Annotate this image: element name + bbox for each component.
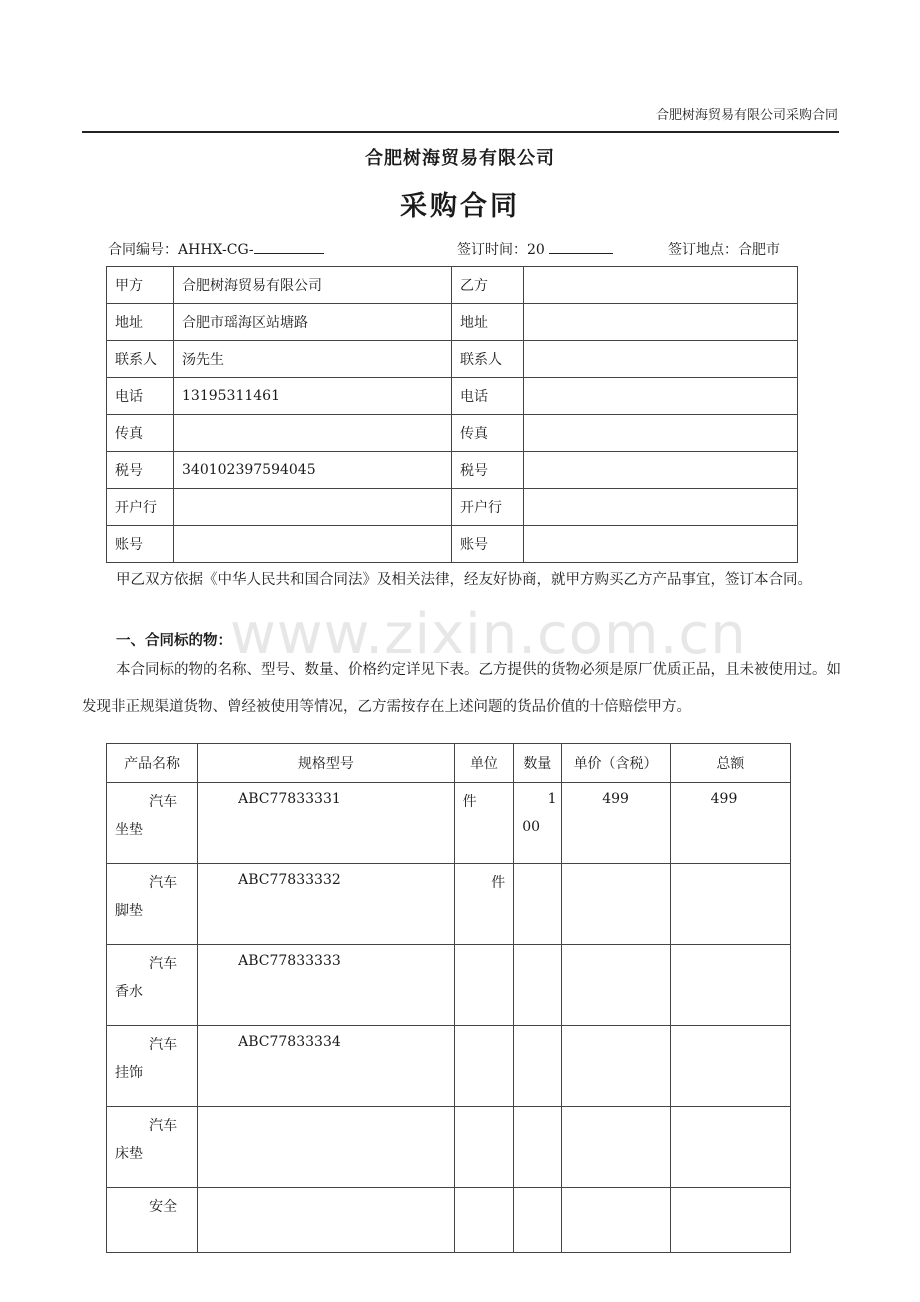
product-unit-cell[interactable]: 件 xyxy=(454,864,514,945)
product-row xyxy=(107,783,791,864)
party-a-value[interactable]: 合肥市瑶海区站塘路 xyxy=(174,304,452,341)
party-a-label: 传真 xyxy=(107,415,174,452)
party-a-label: 电话 xyxy=(107,378,174,415)
watermark: www.zixin.com.cn xyxy=(230,602,747,667)
product-name-cell[interactable] xyxy=(107,783,198,864)
product-unit-cell[interactable] xyxy=(454,945,514,1026)
product-name-line2: 床垫 xyxy=(115,1146,143,1162)
party-a-value[interactable]: 340102397594045 xyxy=(174,452,452,489)
sign-time xyxy=(457,239,613,259)
party-b-value[interactable] xyxy=(524,341,798,378)
party-row xyxy=(107,304,798,341)
product-unit-cell[interactable]: 件 xyxy=(454,783,514,864)
product-price-cell[interactable] xyxy=(561,864,670,945)
product-total-cell[interactable] xyxy=(670,1026,790,1107)
quantity-line1 xyxy=(514,1107,560,1143)
product-name-cell[interactable] xyxy=(107,1107,198,1188)
product-model-cell[interactable] xyxy=(198,1107,455,1188)
party-b-label: 税号 xyxy=(452,452,524,489)
product-quantity-cell[interactable] xyxy=(514,1188,561,1253)
quantity-line1 xyxy=(514,1188,560,1224)
party-a-value[interactable]: 汤先生 xyxy=(174,341,452,378)
contract-number xyxy=(108,239,324,259)
party-row xyxy=(107,341,798,378)
product-name-cell[interactable] xyxy=(107,864,198,945)
product-name-line1: 汽车 xyxy=(149,794,178,810)
party-b-label: 开户行 xyxy=(452,489,524,526)
product-total-cell[interactable]: 499 xyxy=(670,783,790,864)
column-header: 规格型号 xyxy=(198,744,455,783)
quantity-line2 xyxy=(514,900,560,928)
party-a-label: 地址 xyxy=(107,304,174,341)
section-1-text: 本合同标的物的名称、型号、数量、价格约定详见下表。乙方提供的货物必须是原厂优质正品，且未被使用过。如发现非正规渠道货物、曾经被使用等情况，乙方需按存在上述问题的货品价值的十倍赔偿甲方。 xyxy=(82,662,841,715)
party-row xyxy=(107,452,798,489)
product-unit-cell[interactable] xyxy=(454,1188,514,1253)
sign-place: 签订地点：合肥市 xyxy=(668,242,780,258)
party-a-label: 开户行 xyxy=(107,489,174,526)
party-b-value[interactable] xyxy=(524,489,798,526)
product-price-cell[interactable] xyxy=(561,945,670,1026)
products-table xyxy=(106,743,791,1253)
product-price-cell[interactable] xyxy=(561,1107,670,1188)
product-row xyxy=(107,864,791,945)
quantity-line1 xyxy=(514,864,560,900)
party-row xyxy=(107,267,798,304)
party-a-label: 账号 xyxy=(107,526,174,563)
contract-number-label: 合同编号：AHHX-CG- xyxy=(108,242,254,258)
product-unit-cell[interactable] xyxy=(454,1107,514,1188)
product-name-line1: 汽车 xyxy=(149,875,178,891)
product-model-cell[interactable] xyxy=(198,1188,455,1253)
product-price-cell[interactable]: 499 xyxy=(561,783,670,864)
product-name-line1: 安全 xyxy=(149,1199,178,1215)
party-b-label: 地址 xyxy=(452,304,524,341)
product-unit-cell[interactable] xyxy=(454,1026,514,1107)
product-row xyxy=(107,945,791,1026)
party-a-value[interactable]: 合肥树海贸易有限公司 xyxy=(174,267,452,304)
products-header-row xyxy=(107,744,791,783)
product-name-line2: 挂饰 xyxy=(115,1065,143,1081)
column-header: 单位 xyxy=(454,744,514,783)
party-a-value[interactable]: 13195311461 xyxy=(174,378,452,415)
party-b-label: 传真 xyxy=(452,415,524,452)
product-model-cell[interactable]: ABC77833332 xyxy=(198,864,455,945)
product-name-line1: 汽车 xyxy=(149,1037,178,1053)
intro-paragraph: 甲乙双方依据《中华人民共和国合同法》及相关法律，经友好协商，就甲方购买乙方产品事宜，签订本合同。 xyxy=(116,572,812,588)
section-1-title: 一、合同标的物： xyxy=(116,632,232,649)
sign-time-label: 签订时间：20 xyxy=(457,242,545,258)
product-quantity-cell[interactable] xyxy=(514,945,561,1026)
sign-time-blank[interactable] xyxy=(549,239,613,254)
quantity-line2 xyxy=(514,1224,560,1252)
product-name-line2: 坐垫 xyxy=(115,822,143,838)
party-b-value[interactable] xyxy=(524,415,798,452)
party-a-label: 税号 xyxy=(107,452,174,489)
party-b-label: 电话 xyxy=(452,378,524,415)
product-total-cell[interactable] xyxy=(670,1107,790,1188)
party-row xyxy=(107,378,798,415)
quantity-line1: 1 xyxy=(547,791,557,807)
party-b-label: 联系人 xyxy=(452,341,524,378)
product-model-cell[interactable]: ABC77833334 xyxy=(198,1026,455,1107)
party-a-label: 甲方 xyxy=(107,267,174,304)
product-price-cell[interactable] xyxy=(561,1026,670,1107)
product-price-cell[interactable] xyxy=(561,1188,670,1253)
quantity-line2 xyxy=(514,1143,560,1171)
party-b-value[interactable] xyxy=(524,452,798,489)
quantity-line2 xyxy=(514,1062,560,1090)
quantity-line2: 00 xyxy=(522,819,541,835)
party-a-label: 联系人 xyxy=(107,341,174,378)
product-name-line2: 香水 xyxy=(115,984,143,1000)
product-name-line2: 脚垫 xyxy=(115,903,143,919)
product-model-cell[interactable]: ABC77833331 xyxy=(198,783,455,864)
party-a-value[interactable] xyxy=(174,489,452,526)
running-header: 合肥树海贸易有限公司采购合同 xyxy=(655,108,838,123)
party-row xyxy=(107,489,798,526)
party-b-label: 乙方 xyxy=(452,267,524,304)
product-row xyxy=(107,1107,791,1188)
product-name-cell[interactable] xyxy=(107,945,198,1026)
parties-table xyxy=(106,266,798,563)
party-a-value[interactable] xyxy=(174,415,452,452)
product-name-cell[interactable] xyxy=(107,1188,198,1253)
header-divider xyxy=(82,131,839,133)
party-row xyxy=(107,526,798,563)
product-quantity-cell[interactable] xyxy=(514,783,561,864)
party-b-value[interactable] xyxy=(524,304,798,341)
product-quantity-cell[interactable] xyxy=(514,1107,561,1188)
product-name-line1: 汽车 xyxy=(149,956,178,972)
quantity-line2 xyxy=(514,981,560,1009)
product-quantity-cell[interactable] xyxy=(514,864,561,945)
party-b-value[interactable] xyxy=(524,267,798,304)
party-row xyxy=(107,415,798,452)
party-b-value[interactable] xyxy=(524,526,798,563)
contract-number-blank[interactable] xyxy=(254,239,324,254)
party-b-label: 账号 xyxy=(452,526,524,563)
product-name-cell[interactable] xyxy=(107,1026,198,1107)
party-a-value[interactable] xyxy=(174,526,452,563)
column-header: 总额 xyxy=(670,744,790,783)
column-header: 数量 xyxy=(514,744,561,783)
product-row xyxy=(107,1188,791,1253)
product-row xyxy=(107,1026,791,1107)
column-header: 单价（含税） xyxy=(561,744,670,783)
product-model-cell[interactable]: ABC77833333 xyxy=(198,945,455,1026)
product-name-line1: 汽车 xyxy=(149,1118,178,1134)
column-header: 产品名称 xyxy=(107,744,198,783)
party-b-value[interactable] xyxy=(524,378,798,415)
product-total-cell[interactable] xyxy=(670,945,790,1026)
product-total-cell[interactable] xyxy=(670,864,790,945)
product-quantity-cell[interactable] xyxy=(514,1026,561,1107)
document-title: 采购合同 xyxy=(400,191,520,222)
product-total-cell[interactable] xyxy=(670,1188,790,1253)
company-name: 合肥树海贸易有限公司 xyxy=(365,148,555,169)
quantity-line1 xyxy=(514,945,560,981)
quantity-line1 xyxy=(514,1026,560,1062)
